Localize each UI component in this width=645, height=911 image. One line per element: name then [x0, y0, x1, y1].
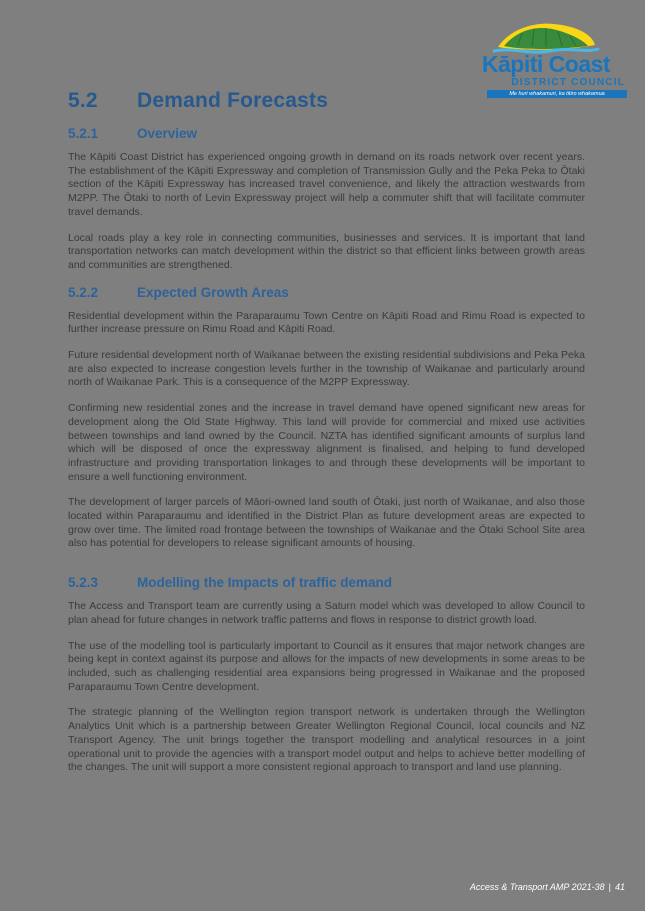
heading-5-2-demand-forecasts [68, 90, 585, 112]
heading-5-2-2-expected-growth-areas [68, 285, 585, 301]
heading-5-2-1-overview [68, 126, 585, 142]
heading-number: 5.2.3 [68, 575, 99, 591]
heading-5-2-3-modelling [68, 575, 585, 591]
logo-title: Kāpiti Coast [481, 51, 611, 77]
logo-subtitle: DISTRICT COUNCIL [511, 77, 625, 88]
paragraph-growth-4: The development of larger parcels of Māori-owned land south of Ōtaki, just north of Waikanae, and also those located within Paraparaumu and identified in the District Plan as future development areas are expected to grow over time. The limited road frontage between the townships of Waikanae and the Ōtaki School Site area also has potential for developers to release significant amounts of housing. [68, 496, 585, 550]
paragraph-modelling-2: The use of the modelling tool is particularly important to Council as it ensures that major network changes are being kept in context against its purpose and allows for the impacts of new developments in some areas to be included, such as challenging residential area expansions being progressed in Waikanae and the proposed Paraparaumu Town Centre development. [68, 639, 585, 693]
paragraph-overview-2: Local roads play a key role in connecting communities, businesses and services. It is important that land transportation networks can match development within the district so that efficient links between growth areas and communities are strengthened. [68, 231, 585, 271]
paragraph-modelling-1: The Access and Transport team are currently using a Saturn model which was developed to allow Council to plan ahead for future changes in network traffic patterns and flows in response to district growth load. [68, 600, 585, 626]
paragraph-overview-1: The Kāpiti Coast District has experienced ongoing growth in demand on its roads network over recent years. The establishment of the Kāpiti Expressway and completion of Transmission Gully and the Peka Peka to Ōtaki section of the Kāpiti Expressway has increased travel convenience, and likely the attraction westwards from M2PP. The Ōtaki to north of Levin Expressway project will help a commuter shift that will facilitate commuter travel demands. [68, 151, 585, 218]
heading-title: Expected Growth Areas [137, 284, 289, 300]
footer-page-number: 41 [614, 882, 625, 892]
document-content [68, 0, 585, 787]
paragraph-growth-2: Future residential development north of Waikanae between the existing residential subdivisions and Peka Peka are also expected to increase congestion levels further in the township of Waikanae and particularly around north of Waikanae Park. This is a consequence of the M2PP Expressway. [68, 349, 585, 389]
paragraph-growth-1: Residential development within the Paraparaumu Town Centre on Kāpiti Road and Rimu Road is expected to further increase pressure on Rimu Road and Kāpiti Road. [68, 309, 585, 336]
heading-number: 5.2.2 [68, 284, 99, 300]
heading-number: 5.2 [68, 89, 98, 112]
footer-doc-title: Access & Transport AMP 2021-38 [469, 882, 605, 892]
paragraph-growth-3: Confirming new residential zones and the increase in travel demand have opened significant new areas for development along the Old State Highway. This land will provide for commercial and mixed use activities between townships and land owned by the Council. NZTA has identified significant amounts of surplus land which will be disposed of once the expressway alignment is finalised, and helping to fund developed infrastructure and providing transportation linkages to and through these developments will be important to ensure a well functioning environment. [68, 402, 585, 483]
paragraph-modelling-3: The strategic planning of the Wellington region transport network is undertaken through the Wellington Analytics Unit which is a partnership between Greater Wellington Regional Council, local councils and NZ Transport Agency. The unit brings together the transport modelling and analytical resources in a joint operational unit to provide the agencies with a transport model output and helps to achieve better modelling of the changes. The unit will support a more consistent regional approach to transport and land use planning. [68, 706, 585, 774]
heading-title: Demand Forecasts [137, 89, 329, 112]
footer-separator: | [608, 882, 611, 892]
logo-tagline: Me huri whakamuri, ka titiro whakamua [487, 90, 627, 98]
heading-number: 5.2.1 [68, 126, 99, 141]
heading-title: Overview [137, 126, 198, 141]
heading-title: Modelling the Impacts of traffic demand [137, 575, 393, 591]
page-footer [470, 882, 625, 893]
